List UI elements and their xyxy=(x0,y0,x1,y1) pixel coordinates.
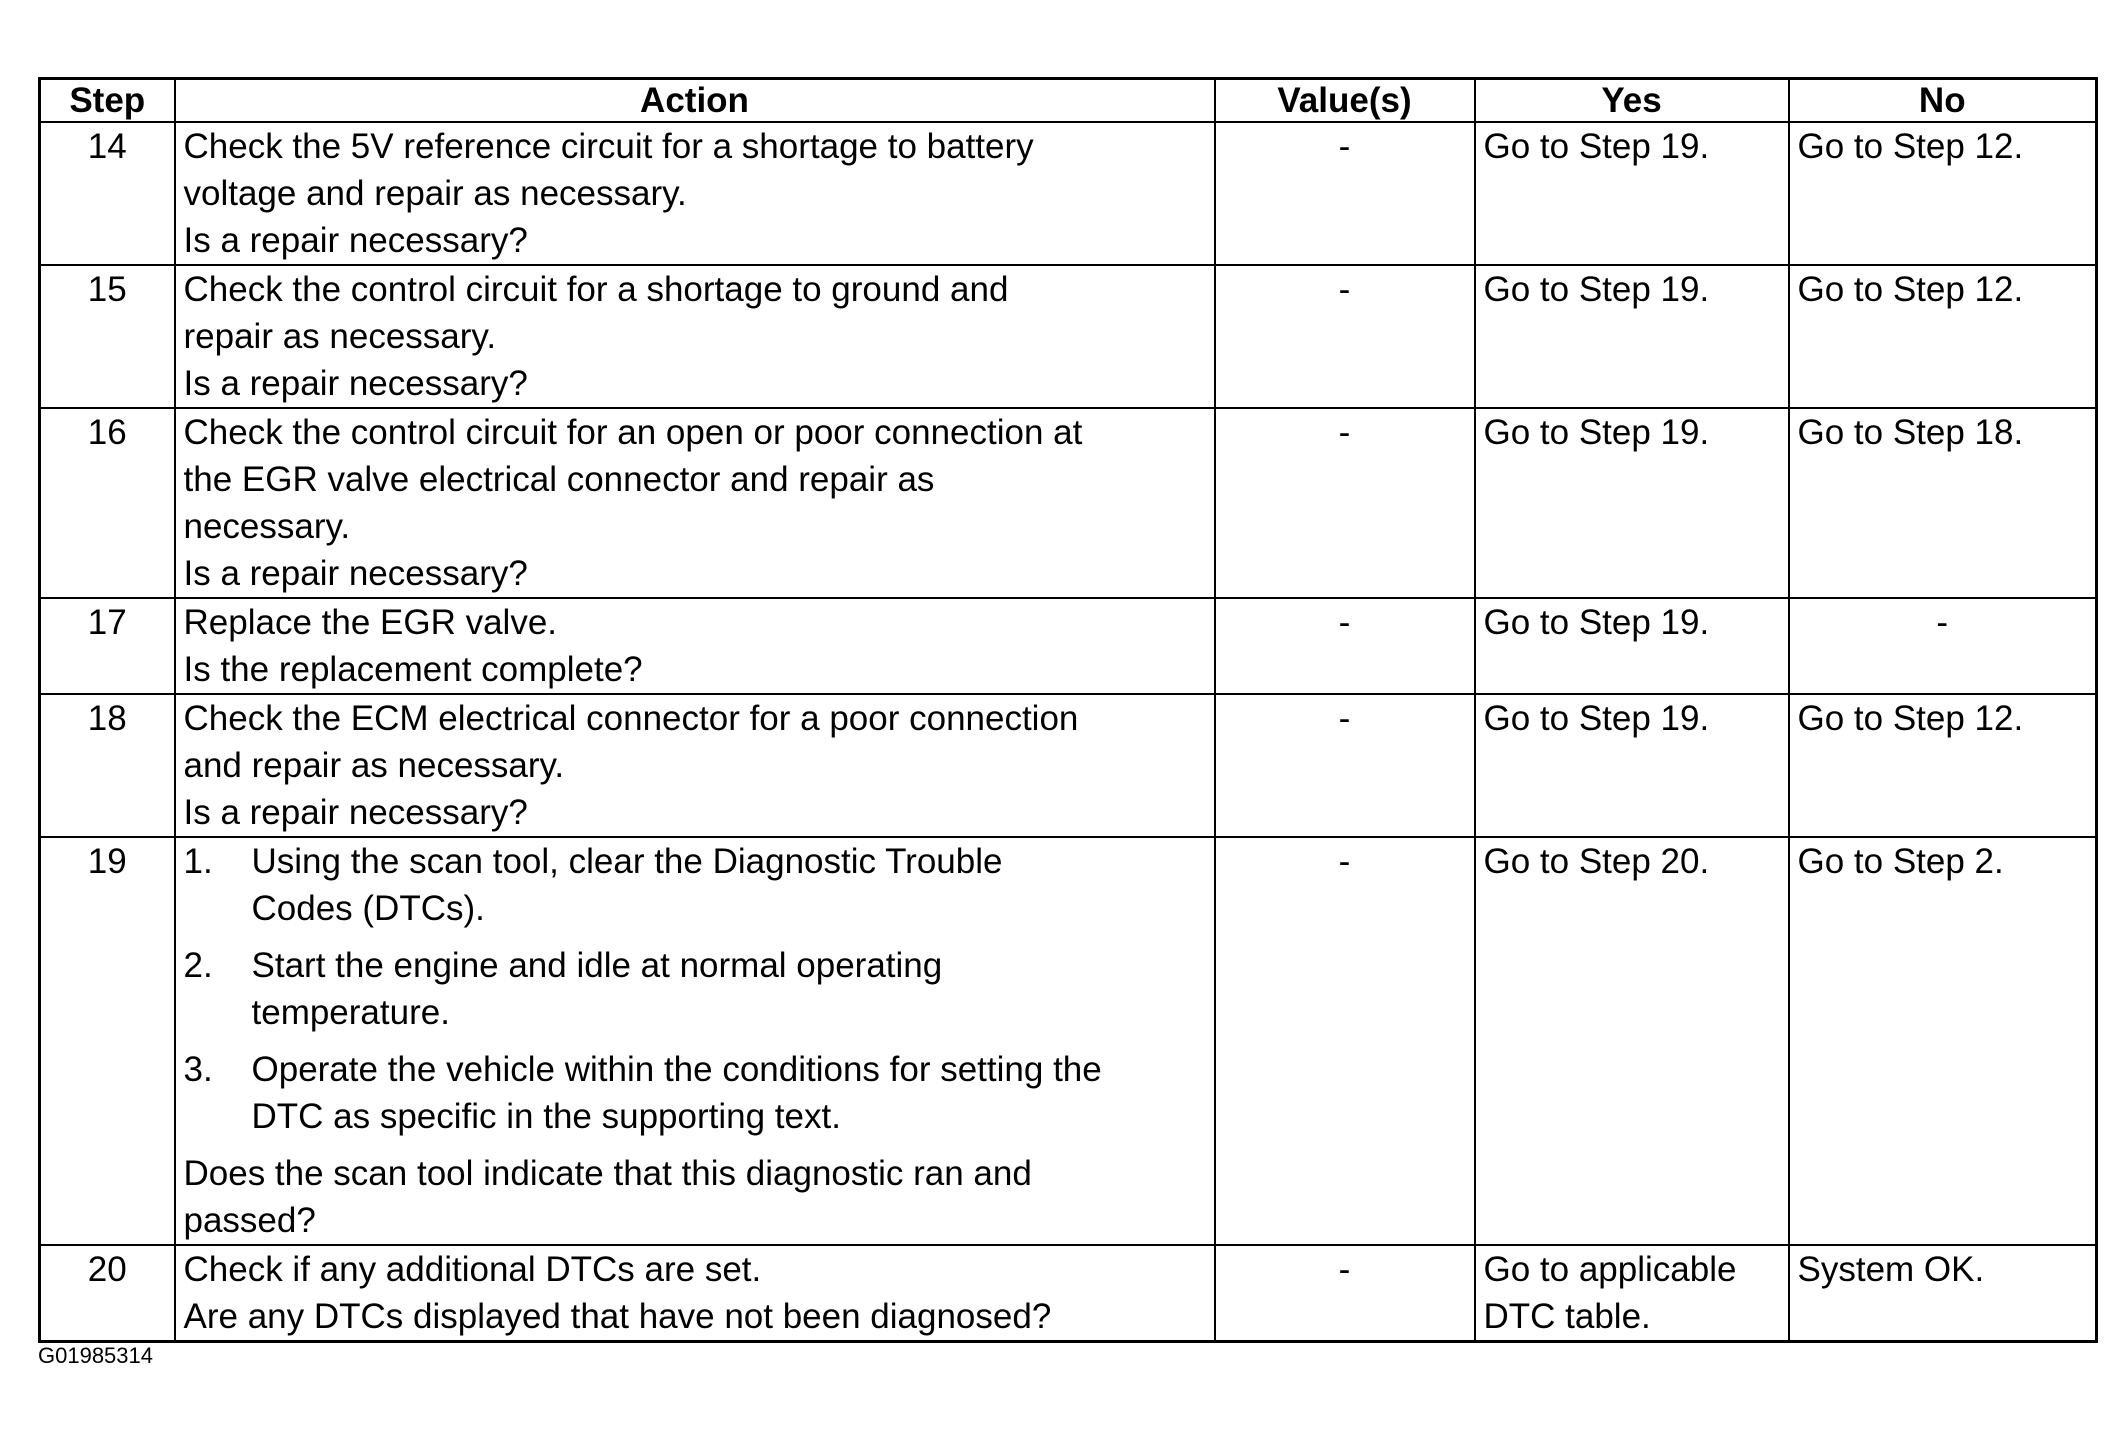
yes-cell xyxy=(1475,408,1789,598)
no-cell: Go to Step 12. xyxy=(1789,122,2097,265)
procedure-number: 2. xyxy=(183,946,213,985)
step-cell: 15 xyxy=(40,265,175,408)
action-line: Is a repair necessary? xyxy=(183,793,528,832)
action-line: Check the control circuit for an open or poor connection at xyxy=(183,413,1083,452)
action-line: Is a repair necessary? xyxy=(183,364,528,403)
action-cell xyxy=(175,694,1215,837)
yes-line: Go to Step 19. xyxy=(1483,127,1710,166)
procedure-item xyxy=(184,1046,1206,1140)
action-line: Check the 5V reference circuit for a shortage to battery xyxy=(183,127,1034,166)
action-cell xyxy=(175,1245,1215,1342)
no-cell: Go to Step 12. xyxy=(1789,265,2097,408)
table-row xyxy=(40,837,2097,1245)
values-cell: - xyxy=(1215,837,1475,1245)
procedure-line: temperature. xyxy=(251,993,450,1032)
action-cell xyxy=(175,122,1215,265)
procedure-text xyxy=(252,942,1206,1036)
action-line: the EGR valve electrical connector and repair as xyxy=(183,460,935,499)
yes-line: Go to applicable xyxy=(1483,1250,1737,1289)
step-cell: 19 xyxy=(40,837,175,1245)
no-cell: System OK. xyxy=(1789,1245,2097,1342)
table-row xyxy=(40,265,2097,408)
step-cell: 14 xyxy=(40,122,175,265)
values-cell: - xyxy=(1215,265,1475,408)
procedure-line: Operate the vehicle within the conditions for setting the xyxy=(251,1050,1102,1089)
no-cell: - xyxy=(1789,598,2097,694)
yes-cell xyxy=(1475,837,1789,1245)
values-cell: - xyxy=(1215,598,1475,694)
figure-id: G01985314 xyxy=(38,1343,153,1368)
diagnostic-table xyxy=(38,77,2098,1343)
table-row xyxy=(40,122,2097,265)
procedure-number: 1. xyxy=(183,842,213,881)
table-row xyxy=(40,694,2097,837)
action-line: Check if any additional DTCs are set. xyxy=(183,1250,762,1289)
procedure-line: Start the engine and idle at normal operating xyxy=(251,946,943,985)
yes-cell xyxy=(1475,265,1789,408)
no-cell: Go to Step 2. xyxy=(1789,837,2097,1245)
yes-cell xyxy=(1475,1245,1789,1342)
procedure-line: Codes (DTCs). xyxy=(251,889,485,928)
yes-line: Go to Step 19. xyxy=(1483,699,1710,738)
no-cell: Go to Step 18. xyxy=(1789,408,2097,598)
table-row xyxy=(40,408,2097,598)
procedure-line: Using the scan tool, clear the Diagnostic Trouble xyxy=(251,842,1003,881)
table-body xyxy=(40,122,2097,1342)
action-line: Check the ECM electrical connector for a poor connection xyxy=(183,699,1079,738)
action-line: Replace the EGR valve. xyxy=(183,603,558,642)
procedure-line: DTC as specific in the supporting text. xyxy=(251,1097,841,1136)
yes-cell xyxy=(1475,122,1789,265)
yes-cell xyxy=(1475,694,1789,837)
values-cell: - xyxy=(1215,1245,1475,1342)
values-cell: - xyxy=(1215,694,1475,837)
step-cell: 18 xyxy=(40,694,175,837)
action-line: and repair as necessary. xyxy=(183,746,565,785)
action-cell xyxy=(175,837,1215,1245)
step-cell: 17 xyxy=(40,598,175,694)
header-row xyxy=(40,79,2097,123)
procedure-list xyxy=(184,838,1206,1140)
header-action: Action xyxy=(175,79,1215,123)
values-cell: - xyxy=(1215,408,1475,598)
action-line: necessary. xyxy=(183,507,351,546)
action-line: voltage and repair as necessary. xyxy=(183,174,687,213)
procedure-item xyxy=(184,942,1206,1036)
no-cell: Go to Step 12. xyxy=(1789,694,2097,837)
yes-cell xyxy=(1475,598,1789,694)
action-line: Is the replacement complete? xyxy=(183,650,643,689)
question-line: passed? xyxy=(183,1201,316,1240)
step-cell: 16 xyxy=(40,408,175,598)
yes-line: DTC table. xyxy=(1483,1297,1651,1336)
action-line: Check the control circuit for a shortage to ground and xyxy=(183,270,1009,309)
table-row xyxy=(40,1245,2097,1342)
values-cell: - xyxy=(1215,122,1475,265)
procedure-number: 3. xyxy=(183,1050,213,1089)
header-step: Step xyxy=(40,79,175,123)
action-cell xyxy=(175,265,1215,408)
question-line: Does the scan tool indicate that this diagnostic ran and xyxy=(183,1154,1032,1193)
step-cell: 20 xyxy=(40,1245,175,1342)
action-line: repair as necessary. xyxy=(183,317,497,356)
procedure-text xyxy=(252,1046,1206,1140)
yes-line: Go to Step 19. xyxy=(1483,413,1710,452)
yes-line: Go to Step 19. xyxy=(1483,603,1710,642)
action-cell xyxy=(175,408,1215,598)
action-line: Are any DTCs displayed that have not been diagnosed? xyxy=(183,1297,1052,1336)
action-line: Is a repair necessary? xyxy=(183,221,528,260)
yes-line: Go to Step 20. xyxy=(1483,842,1710,881)
table-row xyxy=(40,598,2097,694)
procedure-item xyxy=(184,838,1206,932)
yes-line: Go to Step 19. xyxy=(1483,270,1710,309)
header-values: Value(s) xyxy=(1215,79,1475,123)
action-cell xyxy=(175,598,1215,694)
procedure-text xyxy=(252,838,1206,932)
header-no: No xyxy=(1789,79,2097,123)
header-yes: Yes xyxy=(1475,79,1789,123)
action-line: Is a repair necessary? xyxy=(183,554,528,593)
